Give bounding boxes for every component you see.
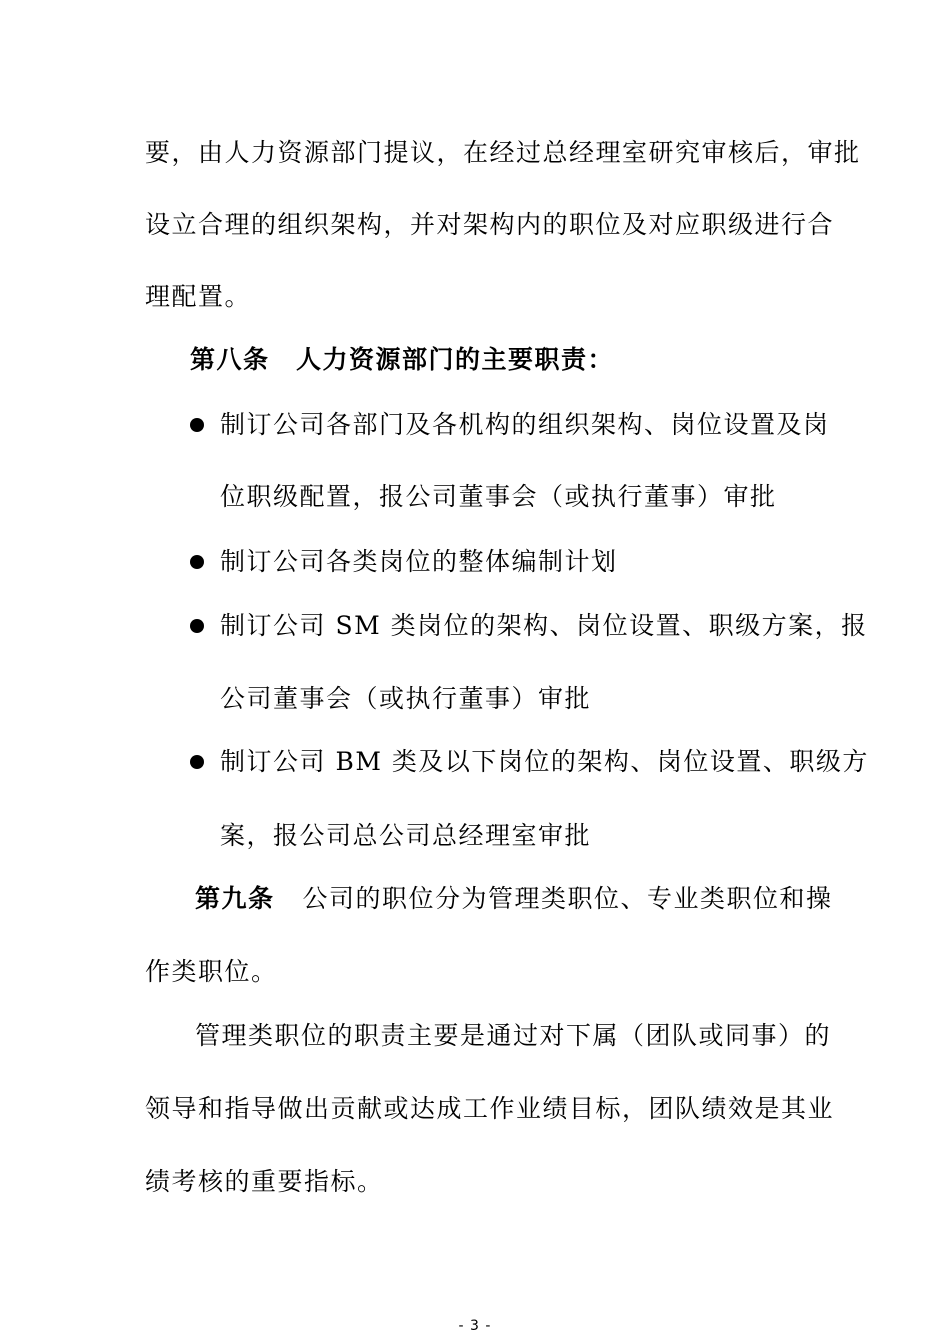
body-text-line: 作类职位。	[145, 957, 278, 986]
body-text-line: 管理类职位的职责主要是通过对下属（团队或同事）的	[195, 1021, 832, 1050]
article-8-heading: 第八条 人力资源部门的主要职责：	[190, 345, 615, 374]
bullet-item-text: 制订公司各部门及各机构的组织架构、岗位设置及岗	[220, 410, 830, 439]
article-9-text: 公司的职位分为管理类职位、专业类职位和操	[302, 884, 833, 913]
bullet-item-text: 公司董事会（或执行董事）审批	[220, 684, 592, 713]
bullet-item-text: 制订公司 BM 类及以下岗位的架构、岗位设置、职级方	[220, 747, 869, 776]
article-9-line	[195, 884, 833, 914]
body-text-line: 绩考核的重要指标。	[145, 1167, 384, 1196]
page-number: - 3 -	[458, 1318, 492, 1334]
bullet-item-text: 案，报公司总公司总经理室审批	[220, 821, 592, 850]
bullet-item-text: 位职级配置，报公司董事会（或执行董事）审批	[220, 482, 777, 511]
body-text-line: 领导和指导做出贡献或达成工作业绩目标，团队绩效是其业	[145, 1094, 835, 1123]
body-text-line: 要，由人力资源部门提议，在经过总经理室研究审核后，审批	[145, 138, 861, 167]
bullet-item-text: 制订公司 SM 类岗位的架构、岗位设置、职级方案，报	[220, 611, 868, 640]
bullet-icon	[190, 619, 204, 633]
bullet-item-text: 制订公司各类岗位的整体编制计划	[220, 547, 618, 576]
bullet-icon	[190, 418, 204, 432]
bullet-icon	[190, 555, 204, 569]
body-text-line: 设立合理的组织架构，并对架构内的职位及对应职级进行合	[145, 210, 835, 239]
bullet-icon	[190, 755, 204, 769]
body-text-line: 理配置。	[145, 282, 252, 311]
article-9-label: 第九条	[195, 884, 275, 913]
